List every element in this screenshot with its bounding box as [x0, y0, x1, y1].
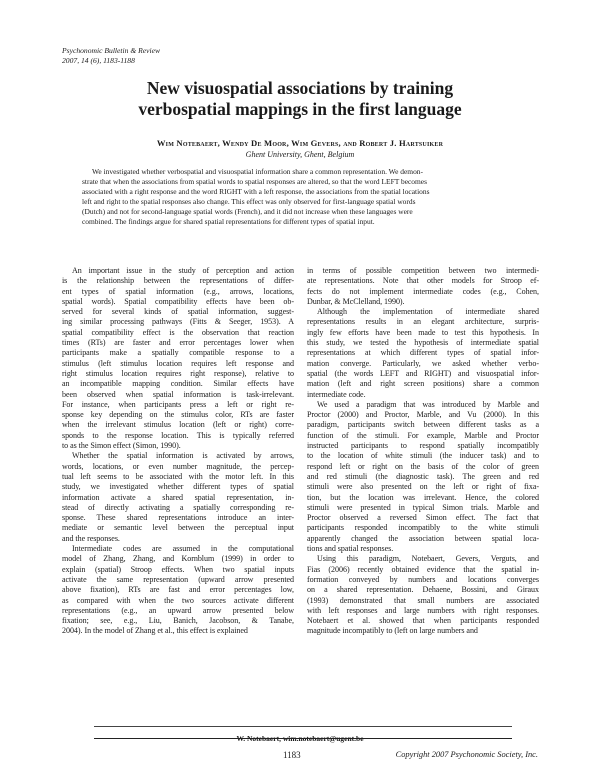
body-text-line: on a shared representation. Dehaene, Bossini, and Giraux — [307, 585, 539, 595]
body-text-line: Using this paradigm, Notebaert, Gevers, Verguts, and — [317, 554, 539, 564]
body-text-line: stimuli were also presented on the left or right of fixa- — [307, 482, 539, 492]
body-column-right — [307, 266, 539, 637]
abstract-line: left and right to the spatial responses also change. This effect was only observed for first-language spatial words — [82, 196, 416, 206]
body-text-line: magnitude incompatibly to (left on large numbers and — [307, 626, 478, 636]
body-text-line: fects do not implement intermediate codes (e.g., Cohen, — [307, 286, 539, 296]
body-text-line: representations at which different types of spatial infor- — [307, 348, 539, 358]
body-text-line: tions and spatial responses. — [307, 544, 394, 554]
abstract-line: strate that when the associations from spatial words to spatial responses are altered, so that the word LEFT becomes — [82, 176, 427, 186]
body-text-line: intermediate code. — [307, 389, 366, 399]
body-text-line: explain (spatial) Stroop effects. When two spatial inputs — [62, 564, 294, 574]
body-text-line: representations results in an elegant architecture, surpris- — [307, 317, 539, 327]
copyright-notice: Copyright 2007 Psychonomic Society, Inc. — [395, 750, 538, 759]
body-text-line: 2004). In the model of Zhang et al., this effect is explained — [62, 626, 248, 636]
article-title — [70, 78, 530, 120]
body-text-line: ing similar processing pathways (Fitts & Seeger, 1953). A — [62, 317, 294, 327]
body-text-line: respond left or right on the basis of the color of green — [307, 461, 539, 471]
body-text-line: Fias (2006) recently obtained evidence that the spatial in- — [307, 564, 539, 574]
body-text-line: We used a paradigm that was introduced by Marble and — [317, 399, 539, 409]
body-text-line: tual left seems to be associated with the motor left. In this — [62, 471, 294, 481]
body-text-line: (1993) demonstrated that small numbers are associated — [307, 595, 539, 605]
title-line: New visuospatial associations by training — [146, 78, 454, 98]
body-text-line: instructed participants to respond spatially incompatibly — [307, 441, 539, 451]
footer-divider — [94, 738, 512, 739]
body-text-line: apparently changed the association between spatial loca- — [307, 533, 539, 543]
title-line: verbospatial mappings in the first language — [138, 99, 462, 119]
body-text-line: in terms of possible competition between two intermedi- — [307, 266, 539, 275]
body-text-line: when the irrelevant stimulus location (left or right) corre- — [62, 420, 294, 430]
abstract-line: (Dutch) and not for second-language spatial words (French), and it did not increase when these languages were — [82, 206, 413, 216]
body-text-line: right stimulus location requires right response), relative to — [62, 368, 294, 378]
body-text-line: mation (left and right screen positions) share a common — [307, 379, 539, 389]
body-text-line: mation converge. Particularly, we asked whether verbo- — [307, 358, 539, 368]
abstract — [82, 167, 526, 226]
body-text-line: For instance, when participants press a left or right re- — [62, 399, 294, 409]
journal-citation: 2007, 14 (6), 1183-1188 — [62, 55, 135, 65]
body-text-line: ate representations. Note that other models for Stroop ef- — [307, 276, 539, 286]
footnote-divider — [94, 726, 512, 727]
body-text-line: stimuli were presented in typical Simon trials. Marble and — [307, 502, 539, 512]
body-text-line: function of the stimuli. For example, Marble and Proctor — [307, 430, 539, 440]
body-text-line: study, we investigated whether different types of spatial — [62, 482, 294, 492]
body-text-line: Whether the spatial information is activated by arrows, — [72, 451, 294, 461]
body-text-line: sponse key depending on the stimulus color, RTs are faster — [62, 410, 294, 420]
body-text-line: paradigm, participants switch between different tasks as a — [307, 420, 539, 430]
body-text-line: above fixation), RTs are fast and error percentages low, — [62, 585, 294, 595]
body-text-line: and the responses. — [62, 533, 120, 543]
page-number: 1183 — [283, 750, 301, 760]
journal-name: Psychonomic Bulletin & Review — [62, 46, 161, 55]
body-text-line: spatial words). Spatial compatibility effects have been ob- — [62, 296, 294, 306]
body-text-line: and red stimuli (the diagnostic task). The green and red — [307, 471, 539, 481]
body-text-line: ent types of spatial information (e.g., arrows, locations, — [62, 286, 294, 296]
body-text-line: mediate or semantic level between the perceptual input — [62, 523, 294, 533]
body-text-line: stead of directly activating a spatially corresponding re- — [62, 502, 294, 512]
body-text-line: is the relationship between the representations of differ- — [62, 276, 294, 286]
body-text-line: Intermediate codes are assumed in the computational — [72, 544, 294, 554]
body-text-line: Notebaert et al. showed that when participants responded — [307, 616, 539, 626]
body-text-line: an incompatible mapping condition. Similar effects have — [62, 379, 294, 389]
journal-header — [62, 46, 160, 65]
body-text-line: spatial compatibility effect is the observation that reaction — [62, 327, 294, 337]
body-text-line: Proctor (2000) and Proctor, Marble, and Vu (2000). In this — [307, 410, 539, 420]
abstract-line: We investigated whether verbospatial and visuospatial information share a common representation. We demon- — [92, 167, 423, 176]
body-text-line: served for several kinds of spatial information, suggest- — [62, 307, 294, 317]
body-text-line: activate the same representation (upward arrow presented — [62, 574, 294, 584]
body-text-line: been observed when spatial information is task-irrelevant. — [62, 389, 294, 399]
body-text-line: tion, but the location was irrelevant. Hence, the colored — [307, 492, 539, 502]
body-text-line: representations (e.g., an upward arrow presented below — [62, 605, 294, 615]
body-text-line: with left responses and large numbers with right responses. — [307, 605, 539, 615]
body-text-line: spatial (the words LEFT and RIGHT) and visuospatial infor- — [307, 368, 539, 378]
body-text-line: fixation; see, e.g., Liu, Banich, Jacobson, & Tanabe, — [62, 616, 294, 626]
body-text-line: to as the Simon effect (Simon, 1990). — [62, 441, 181, 451]
correspondence-note: W. Notebaert, wim.notebaert@ugent.be — [236, 734, 364, 743]
body-column-left — [62, 266, 294, 637]
body-text-line: participants make a spatially compatible response to a — [62, 348, 294, 358]
body-text-line: sponse. These shared representations introduce an inter- — [62, 513, 294, 523]
body-text-line: formation conveyed by numbers and locations converges — [307, 574, 539, 584]
abstract-line: combined. The findings argue for shared spatial representations for different types of spatial input. — [82, 216, 375, 226]
body-text-line: participants responded incompatibly to the white stimuli — [307, 523, 539, 533]
body-text-line: times (RTs) are faster and error percentages lower when — [62, 338, 294, 348]
body-text-line: ingly few efforts have been made to test this hypothesis. In — [307, 327, 539, 337]
body-text-line: An important issue in the study of perception and action — [72, 266, 294, 275]
body-text-line: words, locations, or even number magnitude, the percep- — [62, 461, 294, 471]
body-text-line: this study, we tested the hypothesis of intermediate spatial — [307, 338, 539, 348]
body-text-line: to the location of white stimuli (the inducer task) and to — [307, 451, 539, 461]
body-text-line: sponds to the response location. This is typically referred — [62, 430, 294, 440]
abstract-line: associated with a right response and the word RIGHT with a left response, the associations from the spatial locations — [82, 186, 430, 196]
body-text-line: Proctor observed a reversed Simon effect. The fact that — [307, 513, 539, 523]
author-list: Wim Notebaert, Wendy De Moor, Wim Gevers, and Robert J. Hartsuiker — [156, 138, 444, 148]
affiliation: Ghent University, Ghent, Belgium — [245, 150, 355, 159]
body-text-line: Although the implementation of intermediate shared — [317, 307, 539, 317]
body-text-line: as compared with when the two sources activate different — [62, 595, 294, 605]
body-text-line: Dunbar, & McClelland, 1990). — [307, 296, 405, 306]
body-text-line: model of Zhang, Zhang, and Kornblum (1999) in order to — [62, 554, 294, 564]
body-text-line: stimulus (left stimulus location requires left response and — [62, 358, 294, 368]
body-text-line: information activate a shared spatial representation, in- — [62, 492, 294, 502]
